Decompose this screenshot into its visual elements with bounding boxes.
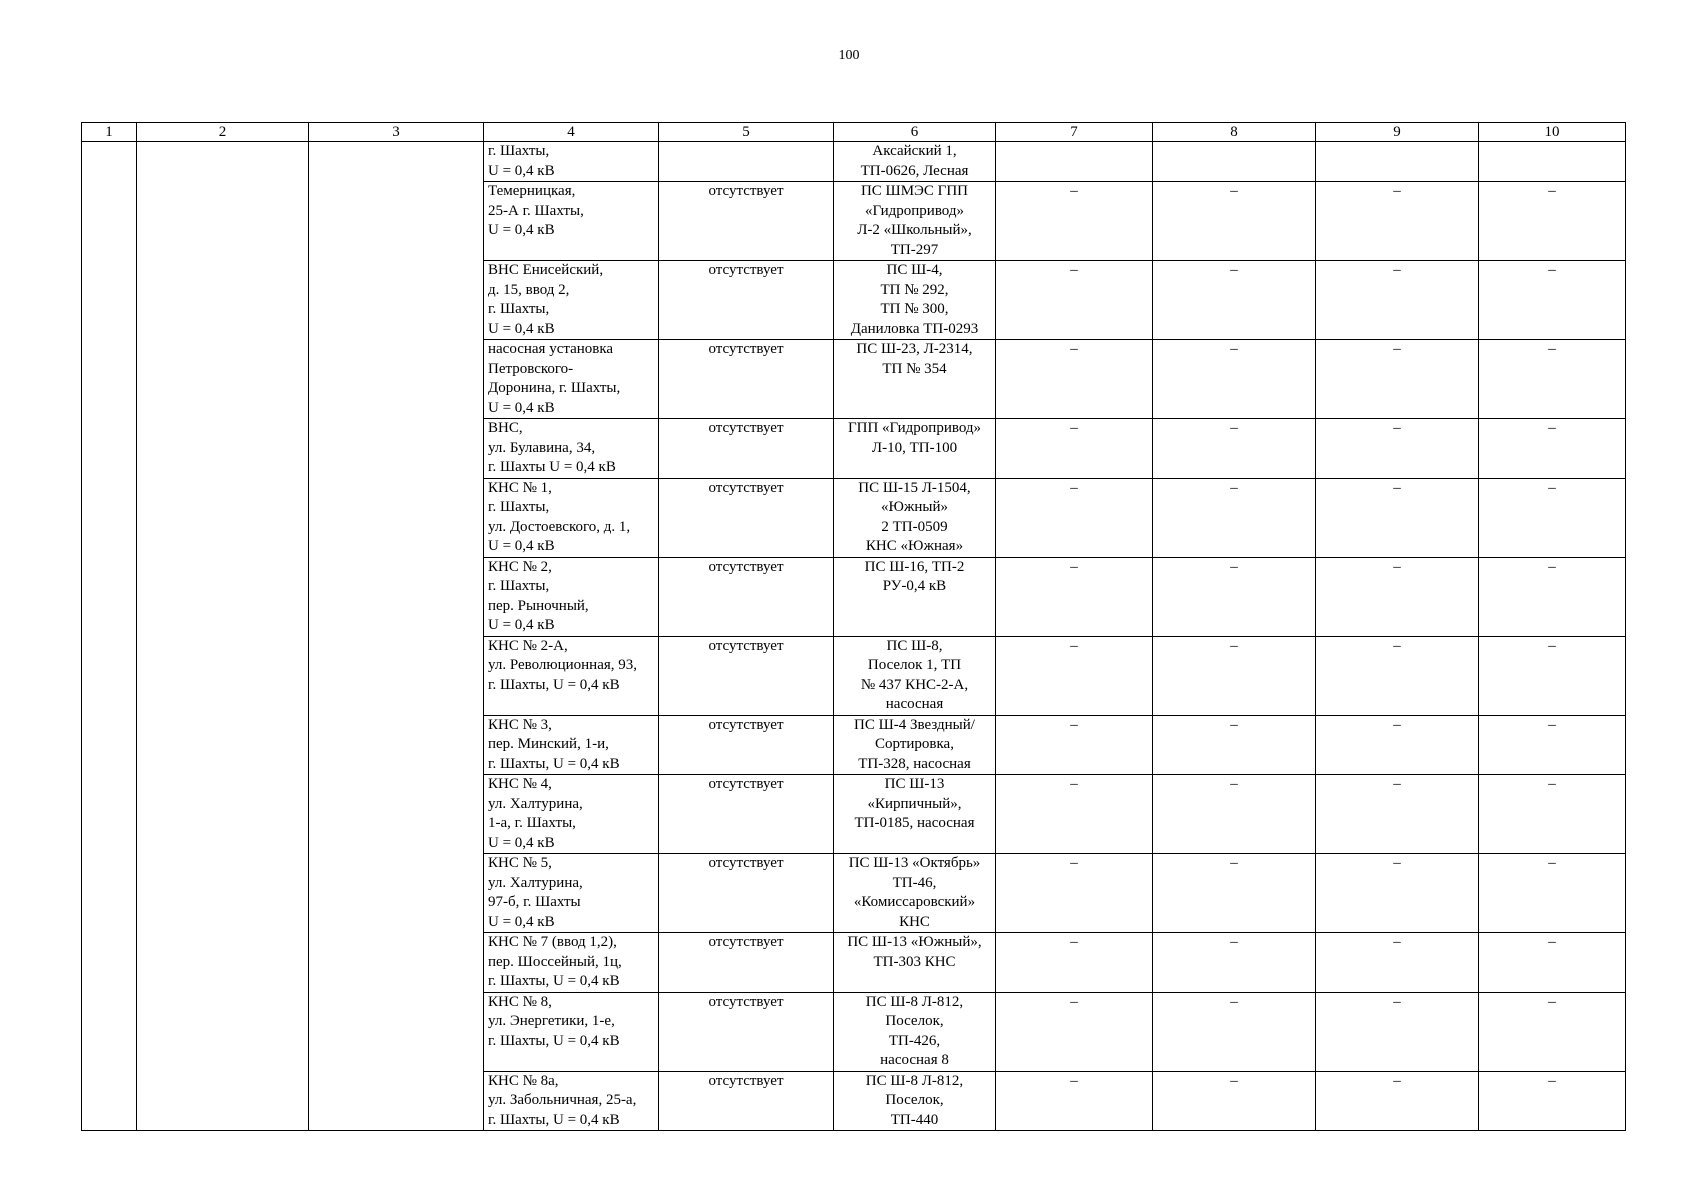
cell-c6: ПС Ш-15 Л-1504, «Южный» 2 ТП-0509 КНС «Южная» (834, 478, 996, 557)
merged-cell-col-3 (309, 142, 484, 1131)
cell-c7: – (996, 933, 1153, 993)
cell-c4: КНС № 8, ул. Энергетики, 1-е, г. Шахты, U = 0,4 кВ (484, 992, 659, 1071)
cell-c9: – (1316, 182, 1479, 261)
cell-c7: – (996, 478, 1153, 557)
cell-c10 (1479, 142, 1626, 182)
cell-c10: – (1479, 261, 1626, 340)
cell-c5: отсутствует (659, 340, 834, 419)
cell-c10: – (1479, 1071, 1626, 1131)
cell-c4: насосная установка Петровского- Доронина, г. Шахты, U = 0,4 кВ (484, 340, 659, 419)
cell-c9: – (1316, 1071, 1479, 1131)
cell-c8: – (1153, 478, 1316, 557)
cell-c6: ГПП «Гидропривод» Л-10, ТП-100 (834, 419, 996, 479)
cell-c10: – (1479, 992, 1626, 1071)
cell-c5 (659, 142, 834, 182)
cell-c4: г. Шахты, U = 0,4 кВ (484, 142, 659, 182)
cell-c6: ПС Ш-16, ТП-2 РУ-0,4 кВ (834, 557, 996, 636)
cell-c5: отсутствует (659, 636, 834, 715)
cell-c6: Аксайский 1, ТП-0626, Лесная (834, 142, 996, 182)
cell-c4: КНС № 8а, ул. Забольничная, 25-а, г. Шахты, U = 0,4 кВ (484, 1071, 659, 1131)
cell-c8: – (1153, 854, 1316, 933)
cell-c5: отсутствует (659, 775, 834, 854)
cell-c8: – (1153, 933, 1316, 993)
cell-c9: – (1316, 715, 1479, 775)
cell-c9: – (1316, 478, 1479, 557)
cell-c6: ПС Ш-23, Л-2314, ТП № 354 (834, 340, 996, 419)
cell-c8: – (1153, 715, 1316, 775)
column-header-1: 1 (82, 123, 137, 142)
cell-c10: – (1479, 715, 1626, 775)
cell-c4: КНС № 4, ул. Халтурина, 1-а, г. Шахты, U = 0,4 кВ (484, 775, 659, 854)
page-number: 100 (838, 48, 860, 63)
column-header-2: 2 (137, 123, 309, 142)
column-header-9: 9 (1316, 123, 1479, 142)
cell-c4: КНС № 2, г. Шахты, пер. Рыночный, U = 0,4 кВ (484, 557, 659, 636)
cell-c8: – (1153, 557, 1316, 636)
cell-c10: – (1479, 419, 1626, 479)
table-row (82, 142, 1626, 182)
cell-c10: – (1479, 182, 1626, 261)
cell-c6: ПС Ш-4, ТП № 292, ТП № 300, Даниловка ТП-0293 (834, 261, 996, 340)
cell-c6: ПС Ш-4 Звездный/ Сортировка, ТП-328, насосная (834, 715, 996, 775)
cell-c5: отсутствует (659, 992, 834, 1071)
cell-c4: КНС № 5, ул. Халтурина, 97-б, г. Шахты U = 0,4 кВ (484, 854, 659, 933)
cell-c8: – (1153, 775, 1316, 854)
cell-c7: – (996, 182, 1153, 261)
cell-c9: – (1316, 557, 1479, 636)
cell-c7: – (996, 1071, 1153, 1131)
cell-c7: – (996, 636, 1153, 715)
cell-c4: ВНС Енисейский, д. 15, ввод 2, г. Шахты, U = 0,4 кВ (484, 261, 659, 340)
cell-c8: – (1153, 419, 1316, 479)
cell-c6: ПС Ш-13 «Октябрь» ТП-46, «Комиссаровский» КНС (834, 854, 996, 933)
header-row (82, 123, 1626, 142)
column-header-10: 10 (1479, 123, 1626, 142)
cell-c4: КНС № 2-А, ул. Революционная, 93, г. Шахты, U = 0,4 кВ (484, 636, 659, 715)
cell-c6: ПС Ш-8, Поселок 1, ТП № 437 КНС-2-А, насосная (834, 636, 996, 715)
cell-c5: отсутствует (659, 261, 834, 340)
cell-c9: – (1316, 933, 1479, 993)
cell-c6: ПС Ш-13 «Южный», ТП-303 КНС (834, 933, 996, 993)
merged-cell-col-2 (137, 142, 309, 1131)
cell-c10: – (1479, 557, 1626, 636)
cell-c10: – (1479, 775, 1626, 854)
cell-c8: – (1153, 1071, 1316, 1131)
cell-c9: – (1316, 854, 1479, 933)
cell-c4: КНС № 7 (ввод 1,2), пер. Шоссейный, 1ц, г. Шахты, U = 0,4 кВ (484, 933, 659, 993)
column-header-7: 7 (996, 123, 1153, 142)
cell-c8: – (1153, 992, 1316, 1071)
column-header-5: 5 (659, 123, 834, 142)
cell-c9: – (1316, 261, 1479, 340)
cell-c7: – (996, 261, 1153, 340)
cell-c10: – (1479, 478, 1626, 557)
cell-c6: ПС Ш-8 Л-812, Поселок, ТП-426, насосная 8 (834, 992, 996, 1071)
cell-c5: отсутствует (659, 478, 834, 557)
cell-c10: – (1479, 636, 1626, 715)
cell-c8: – (1153, 340, 1316, 419)
cell-c4: ВНС, ул. Булавина, 34, г. Шахты U = 0,4 кВ (484, 419, 659, 479)
cell-c4: КНС № 3, пер. Минский, 1-и, г. Шахты, U = 0,4 кВ (484, 715, 659, 775)
cell-c7: – (996, 340, 1153, 419)
cell-c5: отсутствует (659, 1071, 834, 1131)
cell-c6: ПС Ш-8 Л-812, Поселок, ТП-440 (834, 1071, 996, 1131)
cell-c10: – (1479, 854, 1626, 933)
data-table (81, 122, 1626, 1131)
cell-c5: отсутствует (659, 933, 834, 993)
cell-c4: Темерницкая, 25-А г. Шахты, U = 0,4 кВ (484, 182, 659, 261)
cell-c6: ПС ШМЭС ГПП «Гидропривод» Л-2 «Школьный», ТП-297 (834, 182, 996, 261)
cell-c8: – (1153, 182, 1316, 261)
cell-c5: отсутствует (659, 715, 834, 775)
column-header-8: 8 (1153, 123, 1316, 142)
column-header-4: 4 (484, 123, 659, 142)
cell-c9: – (1316, 636, 1479, 715)
cell-c9: – (1316, 992, 1479, 1071)
cell-c10: – (1479, 933, 1626, 993)
cell-c8: – (1153, 261, 1316, 340)
cell-c7: – (996, 557, 1153, 636)
cell-c5: отсутствует (659, 557, 834, 636)
cell-c7 (996, 142, 1153, 182)
cell-c9 (1316, 142, 1479, 182)
cell-c7: – (996, 419, 1153, 479)
cell-c9: – (1316, 340, 1479, 419)
cell-c7: – (996, 992, 1153, 1071)
cell-c5: отсутствует (659, 419, 834, 479)
cell-c10: – (1479, 340, 1626, 419)
cell-c8: – (1153, 636, 1316, 715)
cell-c9: – (1316, 419, 1479, 479)
cell-c6: ПС Ш-13 «Кирпичный», ТП-0185, насосная (834, 775, 996, 854)
cell-c7: – (996, 854, 1153, 933)
cell-c8 (1153, 142, 1316, 182)
cell-c5: отсутствует (659, 854, 834, 933)
merged-cell-col-1 (82, 142, 137, 1131)
cell-c7: – (996, 715, 1153, 775)
cell-c5: отсутствует (659, 182, 834, 261)
column-header-6: 6 (834, 123, 996, 142)
cell-c9: – (1316, 775, 1479, 854)
cell-c4: КНС № 1, г. Шахты, ул. Достоевского, д. 1, U = 0,4 кВ (484, 478, 659, 557)
column-header-3: 3 (309, 123, 484, 142)
cell-c7: – (996, 775, 1153, 854)
